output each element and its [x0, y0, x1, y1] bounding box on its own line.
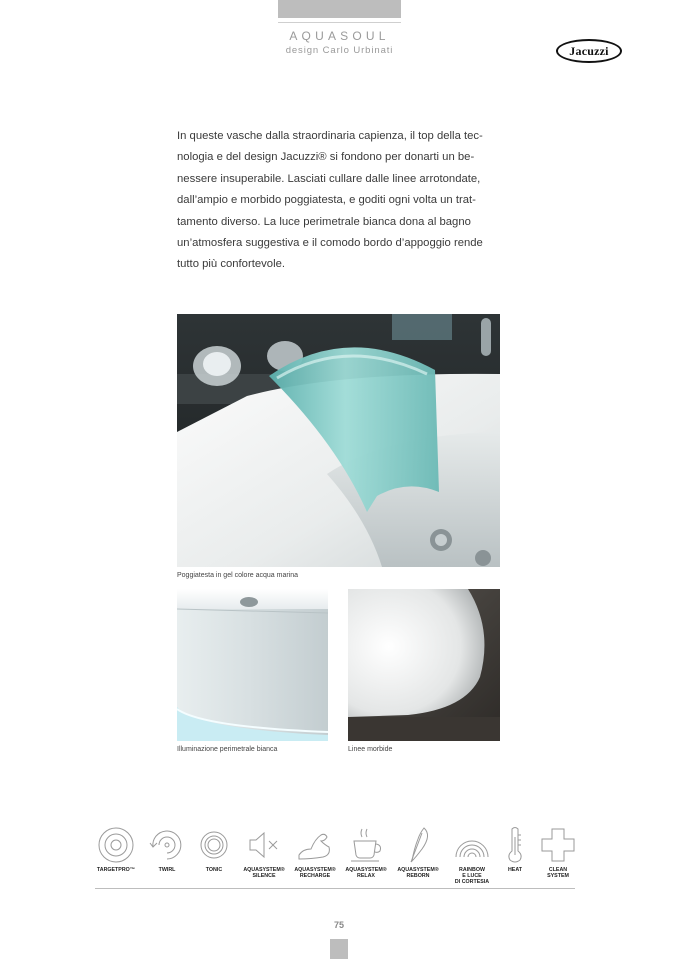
top-accent-bar: [278, 0, 401, 18]
feature-clean-system: [532, 825, 584, 887]
feature-relax: [340, 825, 392, 887]
speaker-mute-icon: [244, 825, 284, 865]
feature-label: AQUASYSTEM® SILENCE: [243, 867, 285, 880]
headrest-photo: [177, 314, 500, 567]
intro-line: nessere insuperabile. Lasciati cullare dalle linee arrotondate,: [177, 172, 481, 185]
feature-label: CLEAN SYSTEM: [547, 867, 569, 880]
feature-label: RAINBOW E LUCE DI CORTESIA: [454, 867, 490, 886]
intro-line: tutto più confortevole.: [177, 258, 286, 271]
tonic-icon: [194, 825, 234, 865]
perimeter-lighting-photo: [177, 589, 328, 741]
feature-tonic: [188, 825, 240, 887]
perimeter-lighting-caption: Illuminazione perimetrale bianca: [177, 746, 278, 753]
designer-credit: design Carlo Urbinati: [285, 45, 394, 56]
intro-line: nologia e del design Jacuzzi® si fondono per donarti un be-: [177, 151, 475, 164]
thermometer-icon: [495, 825, 535, 865]
feature-label: AQUASYSTEM® RELAX: [345, 867, 387, 880]
feature-reborn: [392, 825, 444, 887]
soft-lines-photo: [348, 589, 500, 741]
collection-title: AQUASOUL: [289, 29, 390, 43]
feature-label: TONIC: [205, 867, 223, 873]
feature-label: AQUASYSTEM® REBORN: [397, 867, 439, 880]
logo-text: Jacuzzi: [569, 43, 609, 58]
intro-line: un’atmosfera suggestiva e il comodo bordo d’appoggio rende: [177, 237, 483, 250]
feature-icons-row: [90, 825, 590, 887]
intro-line: In queste vasche dalla straordinaria capienza, il top della tec-: [177, 130, 483, 142]
intro-line: dall’ampio e morbido poggiatesta, e goditi ogni volta un trat-: [177, 194, 476, 207]
footer-rule: [95, 888, 575, 889]
feature-recharge: [289, 825, 341, 887]
feature-label: TARGETPRO™: [96, 867, 136, 873]
bottom-accent-bar: [330, 939, 348, 959]
flexed-arm-icon: [295, 825, 335, 865]
page-number: 75: [333, 920, 344, 930]
rainbow-icon: [452, 825, 492, 865]
feature-label: HEAT: [507, 867, 523, 873]
header-rule: [278, 22, 401, 23]
feature-label: AQUASYSTEM® RECHARGE: [294, 867, 336, 880]
jacuzzi-logo: [556, 39, 622, 63]
coffee-cup-icon: [346, 825, 386, 865]
cross-icon: [538, 825, 578, 865]
feature-label: TWIRL: [158, 867, 176, 873]
feature-silence: [238, 825, 290, 887]
feather-icon: [398, 825, 438, 865]
soft-lines-caption: Linee morbide: [348, 746, 393, 753]
intro-paragraph: [177, 126, 517, 276]
intro-line: tamento diverso. La luce perimetrale bianca dona al bagno: [177, 215, 471, 228]
feature-targetpro: [90, 825, 142, 887]
feature-twirl: [141, 825, 193, 887]
twirl-icon: [147, 825, 187, 865]
headrest-caption: Poggiatesta in gel colore acqua marina: [177, 572, 299, 579]
targetpro-icon: [96, 825, 136, 865]
